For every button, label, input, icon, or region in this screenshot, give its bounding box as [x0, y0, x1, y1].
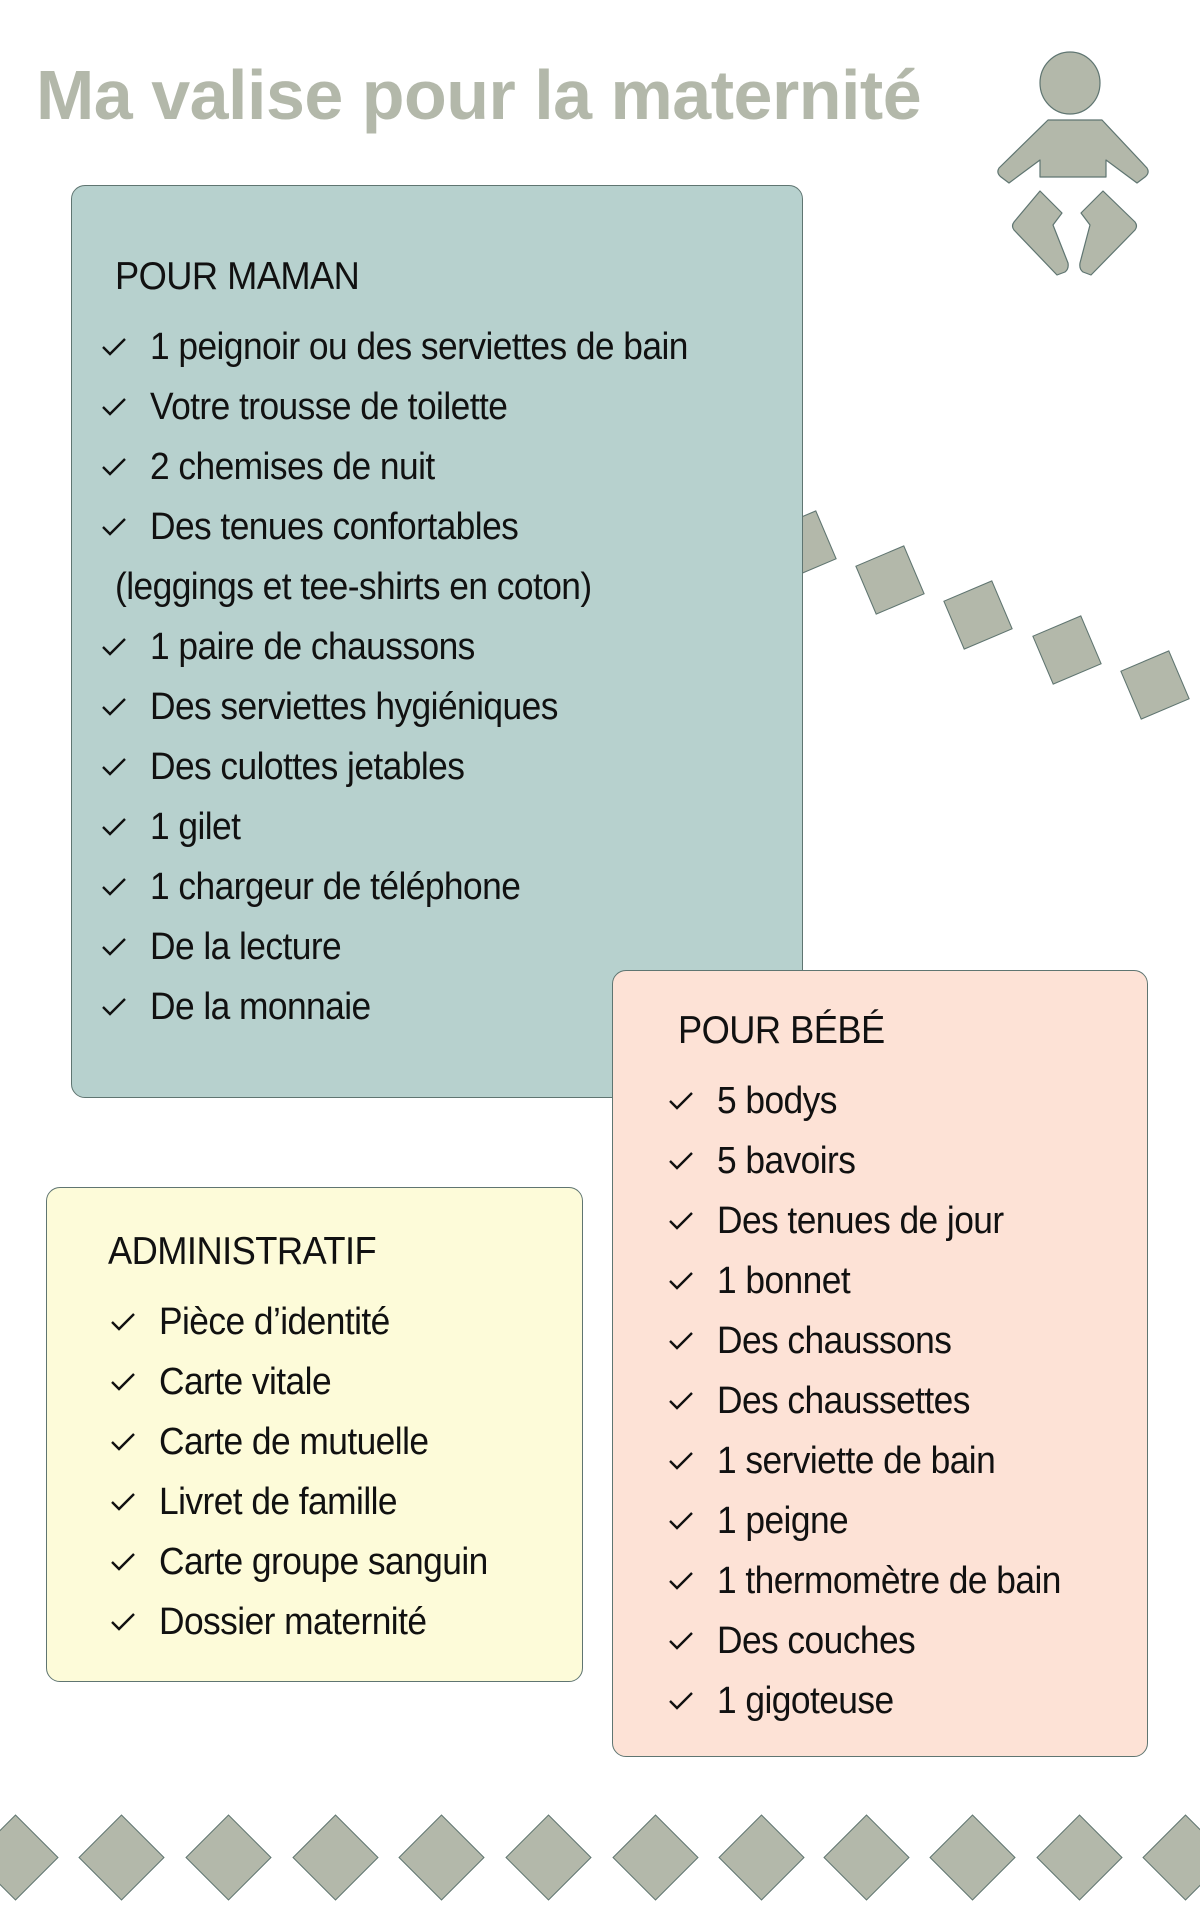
check-icon: [100, 815, 130, 839]
check-icon: [100, 635, 130, 659]
checklist-item: [100, 443, 456, 491]
check-icon: [100, 395, 130, 419]
bebe-checklist-card: [612, 970, 1148, 1757]
checklist-item-label: 2 chemises de nuit: [150, 446, 435, 488]
checklist-item-label: Carte de mutuelle: [159, 1421, 429, 1463]
check-icon: [667, 1329, 697, 1353]
check-icon: [100, 875, 130, 899]
check-icon: [667, 1149, 697, 1173]
checklist-item: [109, 1418, 449, 1466]
admin-checklist-card: [46, 1187, 583, 1682]
checklist-item: [109, 1538, 512, 1586]
checklist-item-label: Carte groupe sanguin: [159, 1541, 488, 1583]
checklist-item-label: 1 chargeur de téléphone: [150, 866, 521, 908]
checklist-item: [667, 1257, 860, 1305]
check-icon: [109, 1430, 139, 1454]
decorative-diamond: [0, 1814, 59, 1900]
checklist-item-label: 1 paire de chaussons: [150, 626, 475, 668]
checklist-item: [109, 1478, 415, 1526]
check-icon: [667, 1209, 697, 1233]
checklist-item: [100, 923, 356, 971]
decorative-diamond: [612, 1814, 698, 1900]
decorative-diamond: [398, 1814, 484, 1900]
checklist-item-label: Pièce d’identité: [159, 1301, 390, 1343]
checklist-item: [100, 683, 589, 731]
decorative-diamond: [1036, 1814, 1122, 1900]
decorative-diamond: [823, 1814, 909, 1900]
checklist-item: [667, 1077, 846, 1125]
checklist-item-label: 1 thermomètre de bain: [717, 1560, 1061, 1602]
decorative-diamond: [505, 1814, 591, 1900]
checklist-item: [109, 1298, 407, 1346]
checklist-item: [667, 1317, 969, 1365]
checklist-item: [667, 1197, 1025, 1245]
decorative-diamond: [292, 1814, 378, 1900]
checklist-item-label: Des serviettes hygiéniques: [150, 686, 558, 728]
checklist-item: [109, 1358, 344, 1406]
checklist-item: [100, 743, 488, 791]
checklist-item: [667, 1557, 1087, 1605]
checklist-item: [100, 503, 546, 551]
decorative-diamond: [185, 1814, 271, 1900]
checklist-item: [667, 1437, 1016, 1485]
admin-heading: ADMINISTRATIF: [108, 1230, 377, 1273]
checklist-item: [667, 1677, 907, 1725]
checklist-item-label: Des couches: [717, 1620, 916, 1662]
checklist-item: [100, 983, 387, 1031]
maman-heading: POUR MAMAN: [115, 255, 360, 298]
checklist-item: [100, 323, 728, 371]
check-icon: [109, 1550, 139, 1574]
bebe-heading: POUR BÉBÉ: [678, 1009, 885, 1052]
check-icon: [667, 1689, 697, 1713]
checklist-item: [100, 383, 534, 431]
checklist-item-label: 1 gilet: [150, 806, 241, 848]
checklist-item-note: (leggings et tee-shirts en coton): [115, 566, 592, 608]
checklist-item-label: Dossier maternité: [159, 1601, 427, 1643]
checklist-item: [100, 623, 499, 671]
decorative-square: [1120, 650, 1189, 719]
check-icon: [100, 455, 130, 479]
check-icon: [667, 1269, 697, 1293]
check-icon: [100, 755, 130, 779]
checklist-item-label: Des chaussons: [717, 1320, 952, 1362]
checklist-item: [667, 1137, 866, 1185]
check-icon: [667, 1089, 697, 1113]
check-icon: [667, 1509, 697, 1533]
checklist-item-label: Des tenues confortables: [150, 506, 519, 548]
check-icon: [109, 1370, 139, 1394]
checklist-item-label: Livret de famille: [159, 1481, 398, 1523]
check-icon: [667, 1389, 697, 1413]
checklist-item: [667, 1377, 989, 1425]
check-icon: [100, 695, 130, 719]
checklist-item-label: 1 bonnet: [717, 1260, 851, 1302]
checklist-item-label: 5 bavoirs: [717, 1140, 856, 1182]
checklist-item-label: De la monnaie: [150, 986, 371, 1028]
checklist-item-label: 1 peigne: [717, 1500, 849, 1542]
checklist-item-label: Des culottes jetables: [150, 746, 465, 788]
checklist-item: [100, 803, 247, 851]
decorative-square: [855, 545, 924, 614]
decorative-diamond: [1142, 1814, 1200, 1900]
checklist-item-label: De la lecture: [150, 926, 342, 968]
check-icon: [667, 1449, 697, 1473]
decorative-square: [943, 580, 1012, 649]
check-icon: [109, 1490, 139, 1514]
check-icon: [667, 1629, 697, 1653]
decorative-diamond: [718, 1814, 804, 1900]
checklist-item-label: Des tenues de jour: [717, 1200, 1004, 1242]
check-icon: [667, 1569, 697, 1593]
decorative-square: [1032, 615, 1101, 684]
checklist-item-label: 1 gigoteuse: [717, 1680, 894, 1722]
checklist-item-label: Carte vitale: [159, 1361, 332, 1403]
page-title: Ma valise pour la maternité: [36, 56, 922, 134]
check-icon: [109, 1610, 139, 1634]
check-icon: [100, 935, 130, 959]
checklist-item-label: 1 serviette de bain: [717, 1440, 996, 1482]
baby-icon: [985, 45, 1155, 285]
decorative-diamond: [78, 1814, 164, 1900]
checklist-item: [667, 1497, 858, 1545]
maman-checklist-card: [71, 185, 803, 1098]
checklist-item-label: Des chaussettes: [717, 1380, 970, 1422]
check-icon: [100, 515, 130, 539]
check-icon: [109, 1310, 139, 1334]
checklist-item: [109, 1598, 447, 1646]
decorative-diamond: [929, 1814, 1015, 1900]
checklist-item: [100, 863, 548, 911]
checklist-item-label: Votre trousse de toilette: [150, 386, 508, 428]
checklist-item-label: 5 bodys: [717, 1080, 837, 1122]
checklist-item-label: 1 peignoir ou des serviettes de bain: [150, 326, 688, 368]
check-icon: [100, 995, 130, 1019]
check-icon: [100, 335, 130, 359]
checklist-item: [667, 1617, 930, 1665]
